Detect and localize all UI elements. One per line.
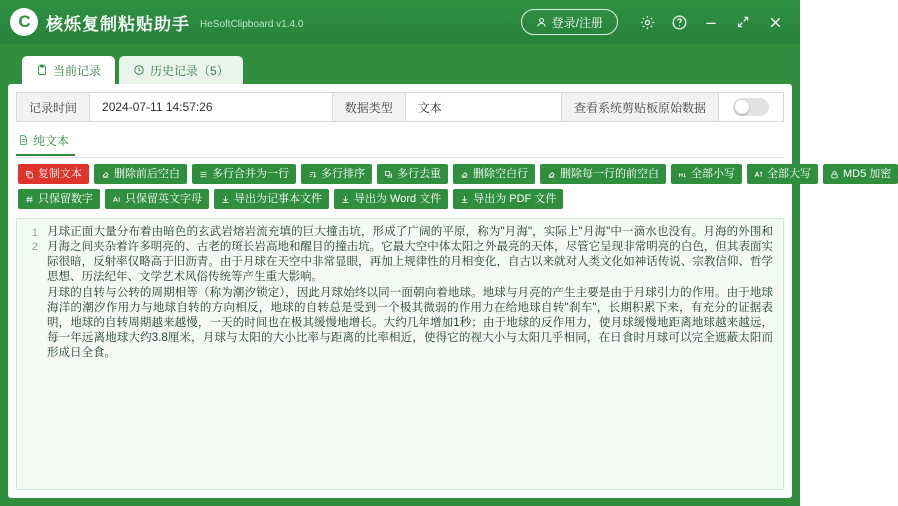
app-title: 核烁复制粘贴助手 xyxy=(46,14,190,34)
merge-lines-button[interactable] xyxy=(192,164,296,184)
sort-icon xyxy=(308,170,317,179)
toolbar-row-1 xyxy=(18,164,892,184)
main-tabs xyxy=(8,50,792,84)
toolbar-row-2 xyxy=(18,189,782,209)
minimize-icon[interactable] xyxy=(696,7,726,37)
window-body xyxy=(0,44,892,506)
export-icon xyxy=(460,195,469,204)
clipboard-icon xyxy=(36,64,48,76)
copy-text-button[interactable] xyxy=(18,164,89,184)
letter-icon xyxy=(112,195,121,204)
dedupe-icon xyxy=(384,170,393,179)
history-icon xyxy=(133,64,145,76)
record-info-row xyxy=(16,92,784,122)
export-icon xyxy=(341,195,350,204)
dedupe-lines-label: 多行去重 xyxy=(397,167,441,180)
md5-encrypt-label: MD5 加密 xyxy=(843,167,892,180)
clipboard-text[interactable] xyxy=(43,219,783,489)
uppercase-icon xyxy=(754,170,763,179)
lowercase-icon xyxy=(678,170,687,179)
text-content-area[interactable] xyxy=(16,218,784,490)
eraser-icon xyxy=(460,170,469,179)
tab-history[interactable] xyxy=(119,56,243,84)
keep-digits-button[interactable] xyxy=(18,189,100,209)
action-toolbar xyxy=(16,158,892,216)
login-register-label: 登录/注册 xyxy=(551,15,603,30)
subtab-plain-text[interactable] xyxy=(16,132,75,156)
trim-whitespace-label: 删除前后空白 xyxy=(114,167,180,180)
uppercase-button[interactable] xyxy=(747,164,818,184)
remove-empty-lines-button[interactable] xyxy=(453,164,535,184)
raw-clipboard-label: 查看系统剪贴板原始数据 xyxy=(562,93,719,121)
export-icon xyxy=(221,195,230,204)
user-icon xyxy=(536,17,547,28)
expand-icon[interactable] xyxy=(728,7,758,37)
tab-history-label: 历史记录（5） xyxy=(150,63,229,78)
title-bar xyxy=(0,0,800,44)
number-icon xyxy=(25,195,34,204)
dedupe-lines-button[interactable] xyxy=(377,164,448,184)
app-version: HeSoftClipboard v1.4.0 xyxy=(200,18,304,30)
keep-letters-button[interactable] xyxy=(105,189,209,209)
keep-letters-label: 只保留英文字母 xyxy=(125,192,202,205)
eraser-icon xyxy=(101,170,110,179)
export-pdf-button[interactable] xyxy=(453,189,563,209)
export-word-label: 导出为 Word 文件 xyxy=(354,192,442,205)
merge-lines-label: 多行合并为一行 xyxy=(212,167,289,180)
data-type-label: 数据类型 xyxy=(333,93,406,121)
md5-encrypt-button[interactable] xyxy=(823,164,898,184)
record-time-value: 2024-07-11 14:57:26 xyxy=(90,93,333,121)
copy-text-label: 复制文本 xyxy=(38,167,82,180)
format-subtabs xyxy=(16,130,784,158)
close-icon[interactable] xyxy=(760,7,790,37)
toggle-knob xyxy=(735,100,749,114)
raw-clipboard-toggle-cell xyxy=(719,93,783,121)
export-word-button[interactable] xyxy=(334,189,448,209)
content-panel xyxy=(8,84,892,498)
keep-digits-label: 只保留数字 xyxy=(38,192,93,205)
record-time-label: 记录时间 xyxy=(17,93,90,121)
line-number: 1 xyxy=(31,227,38,239)
eraser-icon xyxy=(547,170,556,179)
export-pdf-label: 导出为 PDF 文件 xyxy=(473,192,557,205)
question-circle-icon[interactable] xyxy=(664,7,694,37)
text-paragraph: 月球正面大量分布着由暗色的玄武岩熔岩流充填的巨大撞击坑，形成了广阔的平原，称为"月海"，实际上"月海"中一滴水也没有。月海的外围和月海之间夹杂着许多明亮的、古老的斑长岩高地和醒目的撞击坑。它最大空中体太阳之外最亮的天体，尽管它呈现非常明亮的白色，但其表面实际很暗，反射率仅略高于旧沥青。由于月球在天空中非常显眼，再加上规律性的月相变化，自古以来就对人类文化如神话传说、宗教信仰、哲学思想、历法纪年、文学艺术风俗传统等产生重大影响。 xyxy=(47,226,773,283)
gear-icon[interactable] xyxy=(632,7,662,37)
text-file-icon xyxy=(18,134,29,146)
export-txt-label: 导出为记事本文件 xyxy=(234,192,322,205)
subtab-plain-text-label: 纯文本 xyxy=(33,133,70,148)
remove-empty-lines-label: 删除空白行 xyxy=(473,167,528,180)
data-type-value: 文本 xyxy=(406,93,562,121)
text-paragraph: 月球的自转与公转的周期相等（称为潮汐锁定），因此月球始终以同一面朝向着地球。地球与月亮的产生主要是由于月球引力的作用。由于地球海洋的潮汐作用力与地球自转的方向相反，地球的自转总是受到一个极其微弱的作用力在给地球自转"刹车"，长期积累下来，有充分的证据表明，地球的自转周期越来越慢，一天的时间也在极其缓慢地增长。大约几年增加1秒；由于地球的反作用力，使月球缓慢地距离地球越来越远，每一年远离地球大约3.8厘米，月球与太阳的大小比率与距离的比率相近，使得它的视大小与太阳几乎相同，在日食时月球可以完全遮蔽太阳而形成日全食。 xyxy=(47,287,773,359)
tab-current-record-label: 当前记录 xyxy=(53,63,102,78)
trim-whitespace-button[interactable] xyxy=(94,164,187,184)
sort-lines-label: 多行排序 xyxy=(321,167,365,180)
lowercase-label: 全部小写 xyxy=(691,167,735,180)
uppercase-label: 全部大写 xyxy=(767,167,811,180)
line-number-gutter xyxy=(17,219,43,489)
merge-icon xyxy=(199,170,208,179)
login-register-button[interactable] xyxy=(521,9,618,35)
lock-icon xyxy=(830,170,839,179)
raw-clipboard-toggle[interactable] xyxy=(733,98,769,116)
app-logo: C xyxy=(10,8,38,36)
lowercase-button[interactable] xyxy=(671,164,742,184)
remove-leading-space-label: 删除每一行的前空白 xyxy=(560,167,659,180)
copy-icon xyxy=(25,170,34,179)
export-txt-button[interactable] xyxy=(214,189,329,209)
tab-current-record[interactable] xyxy=(22,56,115,84)
sort-lines-button[interactable] xyxy=(301,164,372,184)
remove-leading-space-button[interactable] xyxy=(540,164,666,184)
line-number: 2 xyxy=(31,241,38,253)
